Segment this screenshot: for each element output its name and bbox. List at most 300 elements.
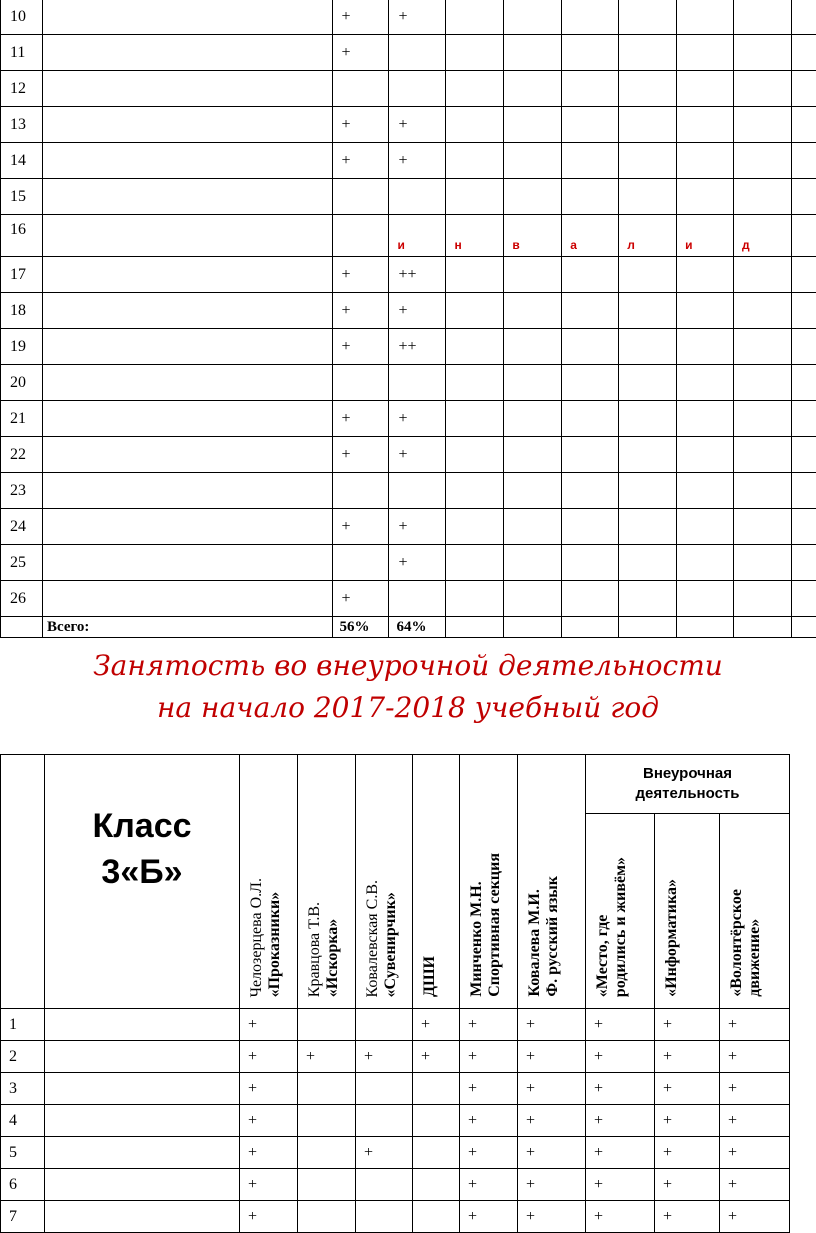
empty-cell <box>562 437 619 473</box>
empty-cell <box>446 179 504 215</box>
empty-cell <box>504 143 562 179</box>
empty-cell <box>562 107 619 143</box>
activity-header <box>586 814 655 1009</box>
empty-cell <box>619 509 677 545</box>
row-number: 23 <box>1 473 43 509</box>
row-number: 6 <box>1 1169 45 1201</box>
teacher-header <box>460 755 518 1009</box>
activity-line: родились и живём» <box>612 857 630 997</box>
number-header <box>1 755 45 1009</box>
empty-cell <box>562 401 619 437</box>
mark-cell <box>356 1073 413 1105</box>
empty-cell <box>562 329 619 365</box>
disabled-letter-cell: и <box>677 215 734 257</box>
mark-cell: + <box>240 1137 298 1169</box>
mark-cell <box>413 1073 460 1105</box>
empty-cell <box>446 545 504 581</box>
activity-name: «Проказники» <box>266 878 284 997</box>
empty-cell <box>619 365 677 401</box>
mark-cell: + <box>518 1073 586 1105</box>
table-row <box>1 35 816 71</box>
mark-cell: + <box>332 437 389 473</box>
empty-cell <box>734 107 792 143</box>
table-row <box>1 0 816 35</box>
mark-cell: + <box>518 1105 586 1137</box>
table-row <box>1 1009 790 1041</box>
student-name-cell <box>45 1073 240 1105</box>
mark-cell: + <box>356 1137 413 1169</box>
mark-cell: + <box>240 1009 298 1041</box>
mark-cell: + <box>518 1041 586 1073</box>
empty-cell <box>619 35 677 71</box>
mark-cell <box>356 1201 413 1233</box>
teacher-header-text <box>468 853 504 997</box>
empty-cell <box>677 401 734 437</box>
student-name-cell <box>42 365 332 401</box>
empty-cell <box>677 0 734 35</box>
row-number: 17 <box>1 257 43 293</box>
mark-cell: + <box>518 1137 586 1169</box>
empty-cell <box>619 545 677 581</box>
student-name-cell <box>42 179 332 215</box>
empty-cell <box>504 581 562 617</box>
student-name-cell <box>42 257 332 293</box>
row-number: 4 <box>1 1105 45 1137</box>
teacher-header-text <box>364 880 400 997</box>
student-name-cell <box>42 437 332 473</box>
mark-cell: ++ <box>389 329 446 365</box>
row-number: 13 <box>1 107 43 143</box>
teacher-header <box>356 755 413 1009</box>
mark-cell: + <box>332 107 389 143</box>
empty-cell <box>791 179 816 215</box>
mark-cell: + <box>655 1201 720 1233</box>
table-row <box>1 329 816 365</box>
empty-cell <box>562 71 619 107</box>
table-row <box>1 365 816 401</box>
row-number: 10 <box>1 0 43 35</box>
mark-cell: + <box>332 401 389 437</box>
empty-cell <box>504 401 562 437</box>
empty-cell <box>504 293 562 329</box>
empty-cell <box>734 581 792 617</box>
empty-cell <box>734 0 792 35</box>
teacher-header <box>413 755 460 1009</box>
empty-cell <box>446 401 504 437</box>
empty-cell <box>619 473 677 509</box>
empty-cell <box>734 143 792 179</box>
empty-cell <box>562 545 619 581</box>
student-name-cell <box>45 1105 240 1137</box>
mark-cell: + <box>240 1073 298 1105</box>
empty-cell <box>734 293 792 329</box>
mark-cell: + <box>389 0 446 35</box>
empty-cell <box>619 617 677 638</box>
class-name-cell <box>45 755 240 1009</box>
table-row <box>1 1201 790 1233</box>
empty-cell <box>619 71 677 107</box>
activity-line: движение» <box>746 889 764 997</box>
table-row <box>1 473 816 509</box>
total-percent-2: 64% <box>389 617 446 638</box>
row-number: 12 <box>1 71 43 107</box>
mark-cell: + <box>240 1201 298 1233</box>
empty-cell <box>677 71 734 107</box>
table-row <box>1 1041 790 1073</box>
empty-cell <box>562 617 619 638</box>
table-row <box>1 581 816 617</box>
empty-cell <box>446 107 504 143</box>
empty-cell <box>446 437 504 473</box>
row-number: 7 <box>1 1201 45 1233</box>
row-number: 1 <box>1 1009 45 1041</box>
attendance-table-body <box>1 0 816 638</box>
empty-cell <box>562 581 619 617</box>
mark-cell: + <box>332 581 389 617</box>
empty-cell <box>446 329 504 365</box>
table-row <box>1 437 816 473</box>
empty-cell <box>677 509 734 545</box>
student-name-cell <box>42 35 332 71</box>
empty-cell <box>791 143 816 179</box>
mark-cell <box>389 473 446 509</box>
empty-cell <box>504 473 562 509</box>
row-number: 16 <box>1 215 43 257</box>
empty-cell <box>562 179 619 215</box>
mark-cell: + <box>389 509 446 545</box>
activity-line: «Волонтёрское <box>728 889 746 997</box>
empty-cell <box>734 401 792 437</box>
row-number: 20 <box>1 365 43 401</box>
empty-cell <box>734 329 792 365</box>
mark-cell <box>332 473 389 509</box>
mark-cell <box>413 1105 460 1137</box>
table-row <box>1 143 816 179</box>
teacher-name: Кравцова Т.В. <box>306 902 324 997</box>
empty-cell <box>791 545 816 581</box>
mark-cell: + <box>518 1169 586 1201</box>
mark-cell: + <box>332 293 389 329</box>
teacher-name: Ковалевская С.В. <box>364 880 382 997</box>
empty-cell <box>734 545 792 581</box>
empty-cell <box>446 35 504 71</box>
empty-cell <box>734 617 792 638</box>
table-row <box>1 257 816 293</box>
mark-cell <box>332 71 389 107</box>
teacher-name: Ковалева М.И. <box>526 876 544 997</box>
activity-line: «Место, где <box>594 857 612 997</box>
table-row <box>1 509 816 545</box>
mark-cell: + <box>460 1041 518 1073</box>
empty-cell <box>677 257 734 293</box>
empty-cell <box>504 617 562 638</box>
activity-header <box>655 814 720 1009</box>
empty-cell <box>446 293 504 329</box>
mark-cell: + <box>655 1041 720 1073</box>
empty-cell <box>504 257 562 293</box>
disabled-letter-cell: д <box>734 215 792 257</box>
mark-cell: + <box>298 1041 356 1073</box>
mark-cell: + <box>240 1105 298 1137</box>
empty-cell <box>562 473 619 509</box>
mark-cell: + <box>240 1169 298 1201</box>
empty-cell <box>619 0 677 35</box>
mark-cell: + <box>720 1073 790 1105</box>
empty-cell <box>562 293 619 329</box>
empty-cell <box>504 437 562 473</box>
empty-cell <box>734 473 792 509</box>
empty-cell <box>677 329 734 365</box>
student-name-cell <box>42 293 332 329</box>
mark-cell: + <box>720 1201 790 1233</box>
total-label: Всего: <box>42 617 332 638</box>
empty-cell <box>734 35 792 71</box>
mark-cell <box>298 1073 356 1105</box>
empty-cell <box>446 473 504 509</box>
student-name-cell <box>42 545 332 581</box>
table-row <box>1 1169 790 1201</box>
extracurricular-table <box>0 754 790 1233</box>
empty-cell <box>734 179 792 215</box>
mark-cell: + <box>518 1201 586 1233</box>
teacher-name: ДШИ <box>421 956 439 997</box>
row-number: 26 <box>1 581 43 617</box>
header-row <box>1 755 790 814</box>
mark-cell: + <box>460 1137 518 1169</box>
empty-cell <box>446 365 504 401</box>
table-row <box>1 179 816 215</box>
activity-name: «Сувенирчик» <box>382 880 400 997</box>
empty-cell <box>791 329 816 365</box>
empty-cell <box>562 35 619 71</box>
mark-cell: + <box>460 1009 518 1041</box>
mark-cell: + <box>720 1169 790 1201</box>
mark-cell <box>298 1105 356 1137</box>
row-number: 11 <box>1 35 43 71</box>
mark-cell <box>298 1009 356 1041</box>
empty-cell <box>562 365 619 401</box>
empty-cell <box>791 35 816 71</box>
student-name-cell <box>42 0 332 35</box>
empty-cell <box>619 293 677 329</box>
empty-cell <box>791 509 816 545</box>
class-label: Класс <box>45 803 239 849</box>
empty-cell <box>677 473 734 509</box>
mark-cell <box>356 1105 413 1137</box>
student-name-cell <box>45 1201 240 1233</box>
activity-name: «Искорка» <box>324 902 342 997</box>
empty-cell <box>504 179 562 215</box>
activity-line: «Информатика» <box>663 879 681 997</box>
teacher-header-text <box>526 876 562 997</box>
teacher-header-text <box>306 902 342 997</box>
empty-cell <box>446 257 504 293</box>
empty-cell <box>504 509 562 545</box>
empty-cell <box>677 293 734 329</box>
empty-cell <box>619 107 677 143</box>
mark-cell: + <box>655 1137 720 1169</box>
mark-cell: + <box>332 509 389 545</box>
student-name-cell <box>42 581 332 617</box>
row-number: 3 <box>1 1073 45 1105</box>
empty-cell <box>734 71 792 107</box>
row-number: 5 <box>1 1137 45 1169</box>
empty-cell <box>619 401 677 437</box>
mark-cell: + <box>413 1009 460 1041</box>
row-number: 24 <box>1 509 43 545</box>
empty-cell <box>791 0 816 35</box>
row-number: 18 <box>1 293 43 329</box>
empty-cell <box>504 107 562 143</box>
mark-cell: + <box>389 143 446 179</box>
row-number: 21 <box>1 401 43 437</box>
mark-cell: + <box>389 437 446 473</box>
mark-cell <box>413 1137 460 1169</box>
teacher-header <box>518 755 586 1009</box>
mark-cell: + <box>389 545 446 581</box>
empty-cell <box>446 71 504 107</box>
empty-cell <box>677 179 734 215</box>
row-number: 19 <box>1 329 43 365</box>
empty-cell <box>677 437 734 473</box>
empty-cell <box>619 581 677 617</box>
student-name-cell <box>42 329 332 365</box>
teacher-name: Минченко М.Н. <box>468 853 486 997</box>
empty-cell <box>734 509 792 545</box>
student-name-cell <box>45 1041 240 1073</box>
empty-cell <box>677 107 734 143</box>
total-percent-1: 56% <box>332 617 389 638</box>
mark-cell: + <box>720 1041 790 1073</box>
empty-cell <box>791 437 816 473</box>
empty-cell <box>446 0 504 35</box>
mark-cell: + <box>332 257 389 293</box>
empty-cell <box>791 257 816 293</box>
mark-cell: + <box>586 1041 655 1073</box>
empty-cell <box>677 143 734 179</box>
mark-cell <box>356 1169 413 1201</box>
mark-cell: + <box>655 1105 720 1137</box>
teacher-header <box>298 755 356 1009</box>
disabled-letter-cell: и <box>389 215 446 257</box>
table-row <box>1 1073 790 1105</box>
activity-name: Спортивная секция <box>486 853 504 997</box>
mark-cell: + <box>655 1073 720 1105</box>
activity-header <box>720 814 790 1009</box>
empty-cell <box>619 329 677 365</box>
mark-cell <box>298 1201 356 1233</box>
empty-cell <box>734 257 792 293</box>
empty-cell <box>504 365 562 401</box>
mark-cell <box>332 365 389 401</box>
empty-cell <box>446 581 504 617</box>
student-name-cell <box>42 143 332 179</box>
teacher-header-text <box>421 956 439 997</box>
mark-cell <box>389 35 446 71</box>
total-row <box>1 617 816 638</box>
empty-cell <box>677 581 734 617</box>
mark-cell: + <box>460 1105 518 1137</box>
mark-cell: + <box>413 1041 460 1073</box>
class-value: 3«Б» <box>45 849 239 895</box>
empty-cell <box>791 107 816 143</box>
mark-cell <box>389 365 446 401</box>
student-name-cell <box>42 509 332 545</box>
empty-cell <box>619 257 677 293</box>
table-row <box>1 107 816 143</box>
empty-cell <box>791 293 816 329</box>
empty-cell <box>791 365 816 401</box>
mark-cell <box>389 71 446 107</box>
empty-cell <box>504 35 562 71</box>
mark-cell <box>389 179 446 215</box>
mark-cell: + <box>460 1073 518 1105</box>
mark-cell: + <box>332 35 389 71</box>
mark-cell: + <box>586 1201 655 1233</box>
mark-cell: + <box>518 1009 586 1041</box>
mark-cell <box>413 1201 460 1233</box>
empty-cell <box>504 71 562 107</box>
mark-cell: + <box>586 1169 655 1201</box>
student-name-cell <box>42 401 332 437</box>
empty-cell <box>504 0 562 35</box>
teacher-header-text <box>248 878 284 997</box>
activity-name: Ф. русский язык <box>544 876 562 997</box>
row-number: 15 <box>1 179 43 215</box>
empty-cell <box>446 143 504 179</box>
empty-cell <box>791 401 816 437</box>
empty-cell <box>791 473 816 509</box>
empty-cell <box>791 617 816 638</box>
mark-cell: + <box>586 1009 655 1041</box>
disabled-letter-cell: а <box>562 215 619 257</box>
mark-cell <box>298 1169 356 1201</box>
student-name-cell <box>42 473 332 509</box>
empty-cell <box>734 365 792 401</box>
empty-cell <box>677 617 734 638</box>
mark-cell: + <box>389 107 446 143</box>
empty-cell <box>791 71 816 107</box>
empty-cell <box>791 215 816 257</box>
mark-cell: + <box>332 329 389 365</box>
activity-header-text <box>728 889 764 997</box>
student-name-cell <box>42 107 332 143</box>
mark-cell: + <box>460 1201 518 1233</box>
empty-cell <box>504 545 562 581</box>
mark-cell: + <box>586 1137 655 1169</box>
row-number: 22 <box>1 437 43 473</box>
table-row <box>1 401 816 437</box>
empty-cell <box>677 35 734 71</box>
teacher-name: Челозерцева О.Л. <box>248 878 266 997</box>
mark-cell <box>332 179 389 215</box>
heading-line-2: на начало 2017-2018 учебный год <box>0 688 816 728</box>
mark-cell <box>332 545 389 581</box>
mark-cell: + <box>332 0 389 35</box>
student-name-cell <box>45 1137 240 1169</box>
disabled-letter-cell: н <box>446 215 504 257</box>
teacher-header <box>240 755 298 1009</box>
empty-cell <box>562 0 619 35</box>
extracurricular-table-body <box>1 755 790 1233</box>
mark-cell: + <box>655 1169 720 1201</box>
mark-cell: + <box>586 1105 655 1137</box>
activity-header-text <box>594 857 630 997</box>
mark-cell: ++ <box>389 257 446 293</box>
empty-cell <box>1 617 43 638</box>
activity-header-text <box>663 879 681 997</box>
empty-cell <box>446 617 504 638</box>
